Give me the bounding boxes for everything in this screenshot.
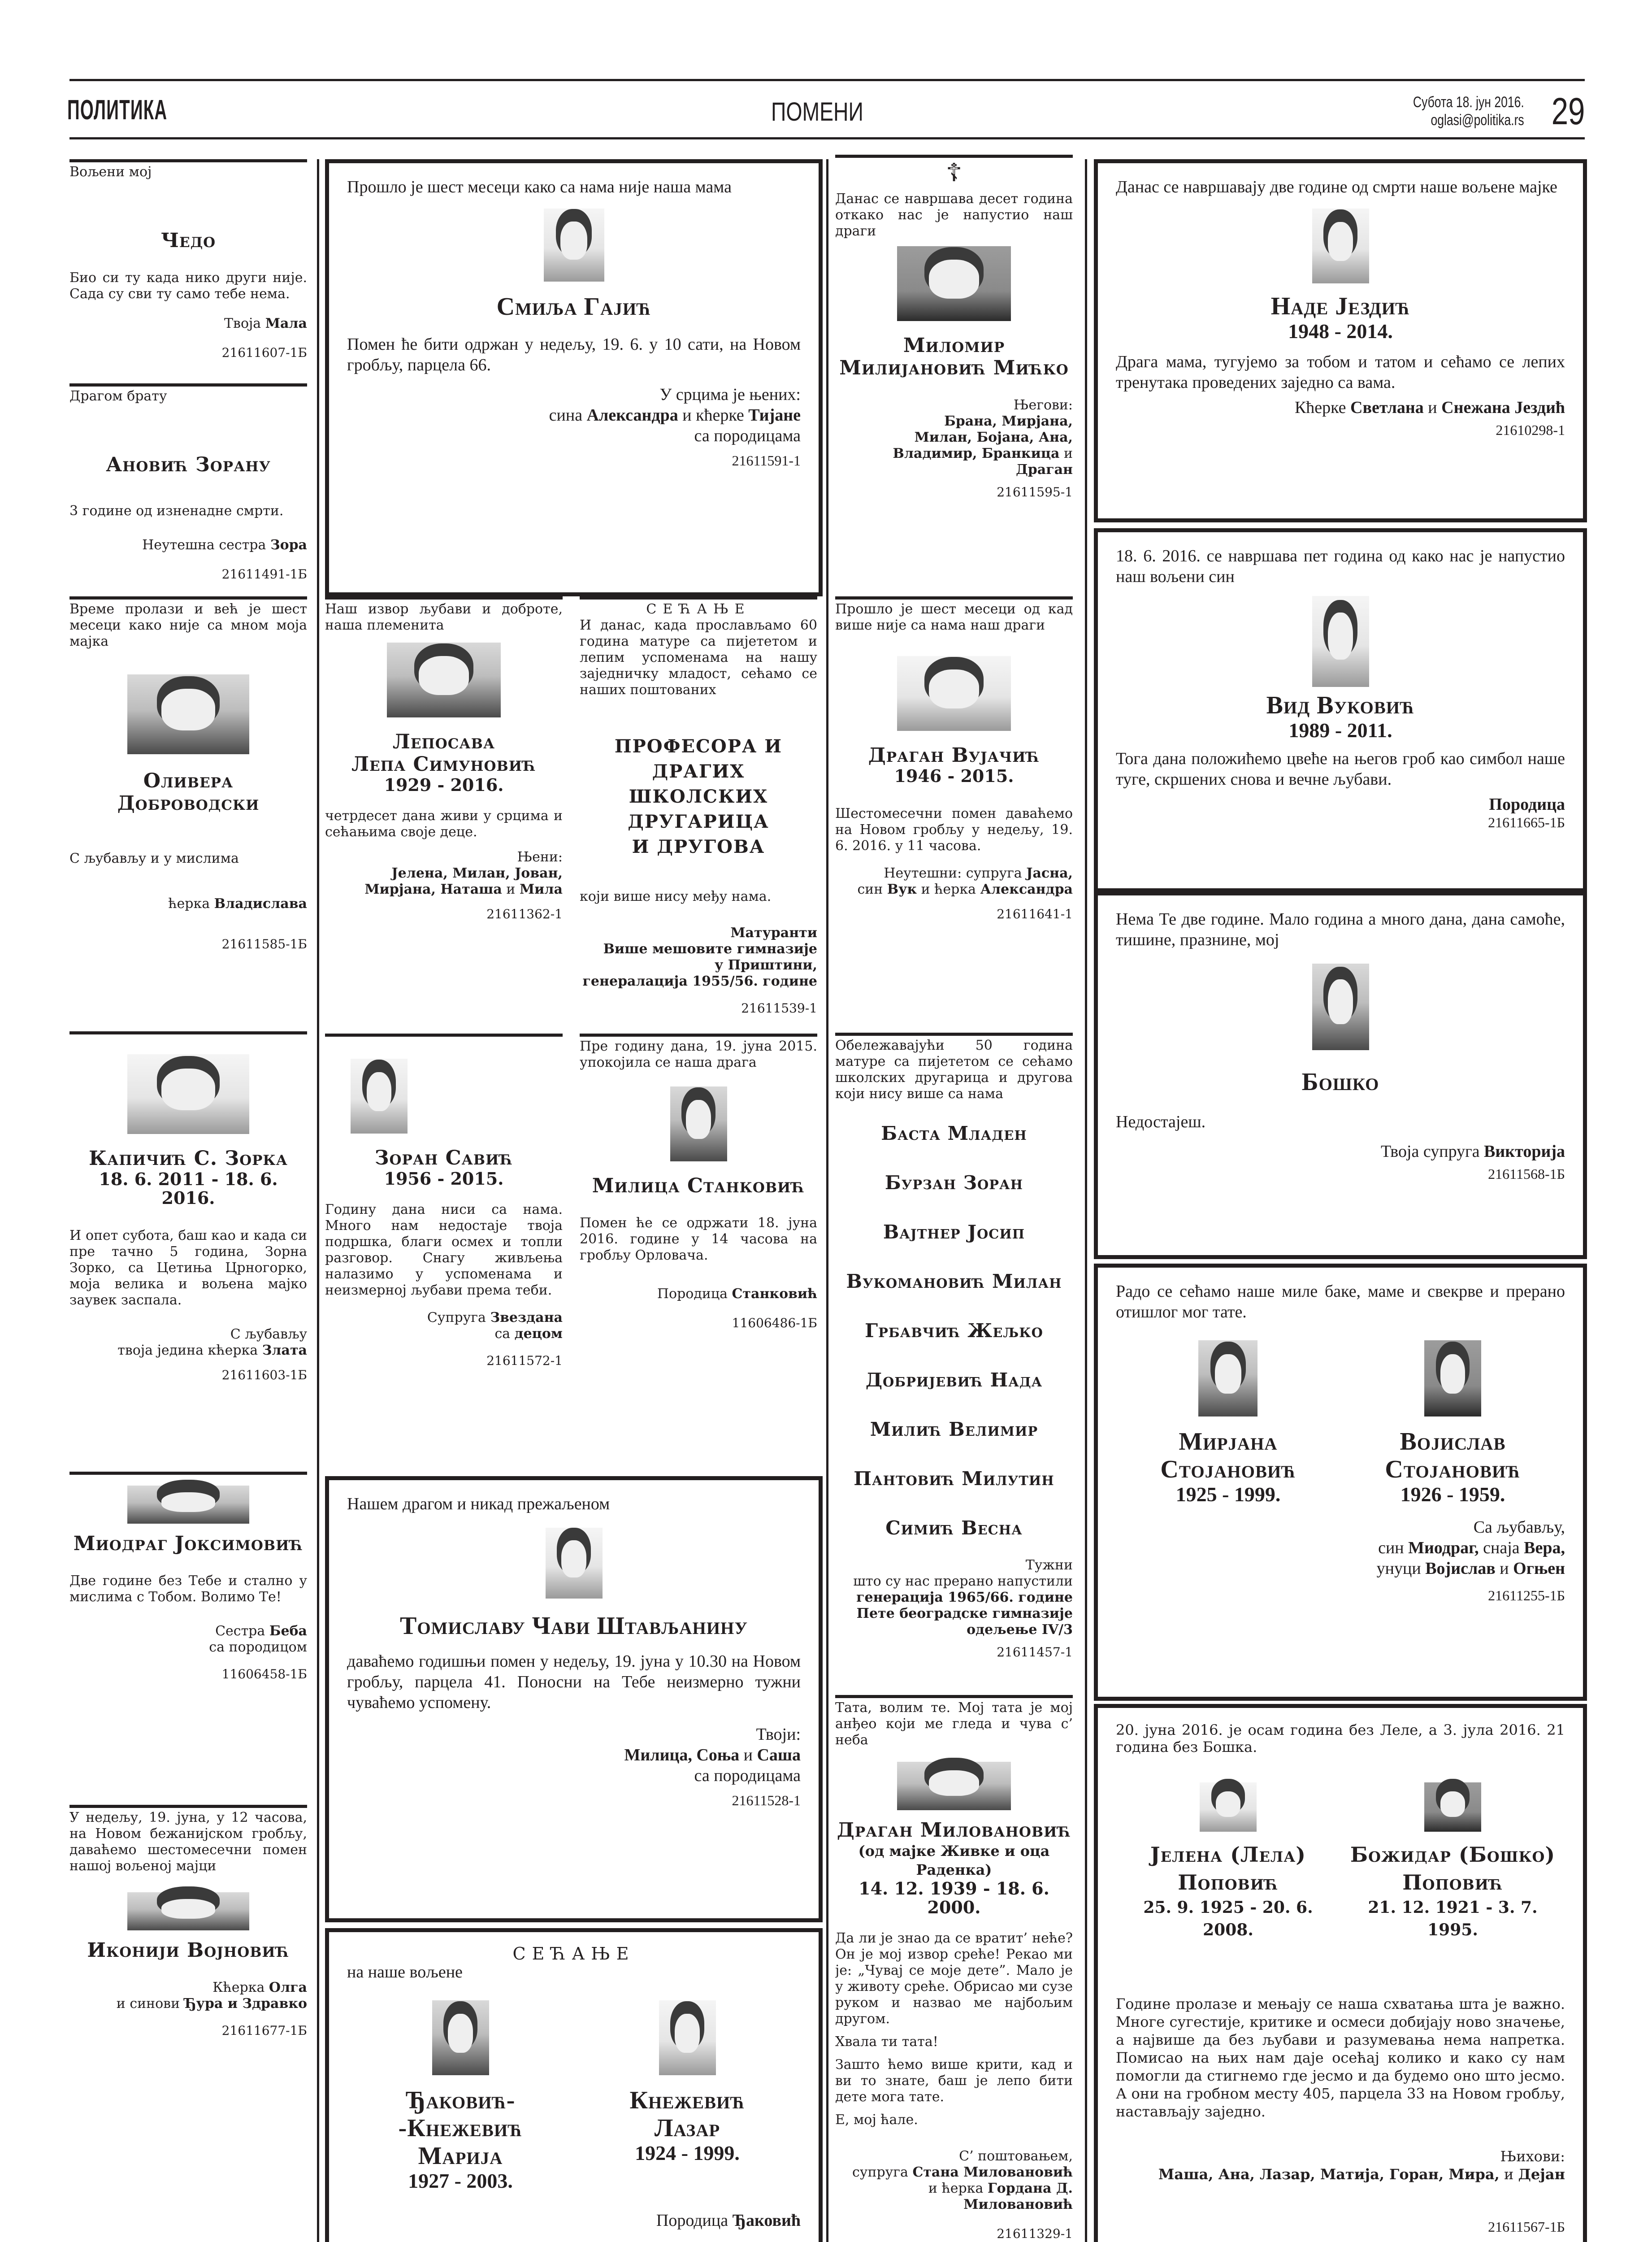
notice-gajic — [325, 159, 823, 596]
person-right — [1345, 1782, 1561, 1941]
notice-intro: Време пролази и већ је шест месеци како није са мном моја мајка — [69, 601, 307, 649]
notice-generation — [835, 1033, 1073, 1696]
deceased-name-line2: Поповић — [1402, 1870, 1503, 1894]
notice-intro: Прошло је шест месеци како са нама није наша мама — [347, 178, 732, 196]
person-right — [1345, 1340, 1561, 1506]
life-dates: 1925 - 1999. — [1175, 1483, 1281, 1506]
life-dates: 1956 - 2015. — [384, 1169, 504, 1189]
ad-code: 21611585-1Б — [221, 937, 307, 952]
classmate-name: Баста Младен — [881, 1122, 1027, 1144]
life-dates: 1926 - 1959. — [1400, 1483, 1505, 1506]
classmate-name: Симић Весна — [885, 1517, 1023, 1539]
page-number: 29 — [1551, 90, 1585, 132]
notice-body: Недостајеш. — [1116, 1112, 1206, 1131]
deceased-name: Драган Миловановић — [837, 1819, 1071, 1842]
deceased-name: Смиља Гајић — [496, 293, 651, 321]
person-left — [1120, 1782, 1336, 1941]
notice-popovic — [1094, 1704, 1587, 2242]
deceased-name-line2: Милијановић Мићко — [839, 356, 1069, 379]
notice-intro: Данас се навршавају две године од смрти наше вољене мајке — [1116, 178, 1557, 196]
orthodox-cross-icon: ☦ — [945, 158, 963, 187]
notice-mickovic — [835, 155, 1073, 596]
ad-code: 21611641-1 — [997, 907, 1073, 921]
deceased-name: Томиславу Чави Штављанину — [400, 1612, 748, 1640]
notice-title-line3: И ДРУГОВА — [632, 836, 765, 857]
notice-body: 3 године од изненадне смрти. — [69, 503, 284, 519]
ad-code: 11606458-1Б — [221, 1667, 307, 1682]
notice-body: Шестомесечни помен даваћемо на Новом гробљу у недељу, 19. 6. 2016. у 11 часова. — [835, 806, 1073, 854]
life-dates: 1989 - 2011. — [1288, 719, 1392, 742]
notice-body: Е, мој ћале. — [835, 2112, 918, 2128]
notice-stojanovic — [1094, 1264, 1587, 1701]
life-dates: 1927 - 2003. — [408, 2169, 513, 2192]
classmate-name: Добријевић Нада — [865, 1369, 1043, 1391]
deceased-name-line3: Марија — [418, 2142, 503, 2170]
portrait-photo — [127, 1486, 249, 1524]
header-rule-top — [69, 79, 1585, 81]
notice-intro: Драгом брату — [69, 388, 167, 404]
deceased-name: Чедо — [160, 229, 216, 252]
notice-joksimovic — [69, 1472, 307, 1806]
notice-signature: Његови: Брана, Мирјана, Милан, Бојана, Ана, Владимир, Бранкица и Драган — [893, 397, 1073, 478]
portrait-photo — [127, 1892, 249, 1930]
deceased-name: Зоран Савић — [374, 1147, 513, 1169]
notice-body: Био си ту када нико други није. Сада су сви ту само тебе нема. — [69, 270, 307, 302]
life-dates: 1948 - 2014. — [1288, 320, 1393, 343]
deceased-name-line2: Стојановић — [1385, 1456, 1521, 1483]
notice-signature: Твоја Мала — [224, 316, 307, 331]
portrait-photo — [897, 1762, 1011, 1810]
ad-code: 21611255-1Б — [1488, 1587, 1565, 1603]
life-dates: 1924 - 1999. — [635, 2142, 740, 2164]
notice-signature: У срцима је њених: сина Александра и кћерке Тијане са породицама — [549, 385, 801, 445]
deceased-name-line1: Кнежевић — [629, 2086, 745, 2114]
classmate-name: Милић Велимир — [870, 1418, 1038, 1440]
notice-signature: ћерка Владислава — [168, 896, 307, 912]
notice-signature: Са љубављу, син Миодраг, снаја Вера, унуци Војислав и Огњен — [1376, 1518, 1565, 1578]
portrait-pair — [1116, 1340, 1565, 1506]
notice-body: Годину дана ниси са нама. Много нам недостаје твоја подршка, благи осмех и топли разговор. Снагу живљења налазимо у успоменама и неизмерној љубави према теби. — [325, 1202, 563, 1298]
header-rule-bottom — [69, 137, 1585, 139]
notice-signature: Кћерке Светлана и Снежана Јездић — [1294, 398, 1565, 417]
portrait-photo — [670, 1086, 727, 1161]
notice-olivera — [69, 596, 307, 1043]
ad-code: 21611572-1 — [486, 1353, 563, 1368]
ad-code: 21611567-1Б — [1488, 2219, 1565, 2235]
notice-intro: 20. јуна 2016. је осам година без Леле, а 3. јула 2016. 21 година без Бошка. — [1116, 1721, 1565, 1755]
notice-title-line2: ШКОЛСКИХ ДРУГАРИЦА — [628, 786, 769, 832]
classmate-name: Вајтнер Јосип — [883, 1221, 1025, 1243]
classmate-name: Пантовић Милутин — [854, 1468, 1054, 1490]
notice-body: Драга мама, тугујемо за тобом и татом и сећамо се лепих тренутака проведених заједно са вама. — [1116, 352, 1565, 392]
notice-signature: Породица Ђаковић — [656, 2211, 801, 2230]
notice-signature: Кћерка Олга и синови Ђура и Здравко — [116, 1980, 307, 2012]
deceased-name-line1: Лепосава — [392, 730, 495, 753]
deceased-name: Милица Станковић — [592, 1174, 805, 1197]
notice-intro: Данас се навршава десет година откако нас је напустио наш драги — [835, 191, 1073, 239]
notice-body: Помен ће бити одржан у недељу, 19. 6. у 10 сати, на Новом гробљу, парцела 66. — [347, 335, 801, 374]
notice-body: И опет субота, баш као и када си пре тачно 5 година, Зорна Зорко, са Цетиња Црногорко, моја велика и вољена мајко заувек заспала. — [69, 1228, 307, 1308]
deceased-name-line2: -Кнежевић — [398, 2114, 523, 2142]
column-divider — [826, 159, 828, 2242]
portrait-pair — [1116, 1782, 1565, 1941]
portrait-photo — [432, 2000, 489, 2075]
notice-vukovic — [1094, 528, 1587, 892]
life-dates: 25. 9. 1925 - 20. 6. 2008. — [1143, 1898, 1313, 1939]
deceased-name: Иконији Војновић — [87, 1939, 290, 1962]
ad-code: 21611528-1 — [732, 1792, 801, 1808]
ad-code: 21611539-1 — [741, 1001, 817, 1016]
notice-signature: Њихови: Маша, Ана, Лазар, Матија, Горан, Мира, и Дејан — [1158, 2148, 1565, 2183]
notice-milovanovic — [835, 1695, 1073, 2242]
life-dates: 18. 6. 2011 - 18. 6. 2016. — [99, 1169, 278, 1208]
notice-djakovic — [325, 1928, 823, 2242]
portrait-photo — [897, 656, 1011, 731]
deceased-name-line1: Јелена (Лела) — [1150, 1842, 1306, 1867]
portrait-photo — [1200, 1782, 1257, 1832]
deceased-name-line2: Стојановић — [1160, 1456, 1296, 1483]
ad-code: 21611329-1 — [997, 2226, 1073, 2241]
portrait-photo — [1424, 1782, 1481, 1832]
notice-signature: Супруга Звездана са децом — [427, 1310, 563, 1342]
newspaper-logo: ПОЛИТИКА — [67, 95, 168, 126]
ad-code: 21611677-1Б — [221, 2023, 307, 2038]
notice-signature: Сестра Беба са породицом — [209, 1623, 307, 1655]
notice-signature: С љубављу твоја једина кћерка Злата — [117, 1326, 307, 1358]
notice-body: даваћемо годишњи помен у недељу, 19. јуна у 10.30 на Новом гробљу, парцела 41. Поносни на Тебе неизмерно тужни чуваћемо успомену. — [347, 1652, 801, 1712]
ad-code: 21611665-1Б — [1488, 814, 1565, 830]
date-block — [1413, 93, 1524, 129]
notice-simunovic — [325, 596, 563, 1034]
deceased-name: Бошко — [1301, 1068, 1379, 1096]
ad-code: 21611491-1Б — [221, 567, 307, 582]
deceased-name: Миодраг Јоксимовић — [73, 1532, 304, 1555]
ad-code: 21610298-1 — [1496, 422, 1565, 438]
person-left — [351, 2000, 569, 2192]
portrait-photo — [387, 643, 501, 717]
deceased-name-line2: Лепа Симуновић — [351, 753, 536, 776]
person-left — [1120, 1340, 1336, 1506]
notice-intro: Вољени мој — [69, 164, 152, 180]
notice-body: четрдесет дана живи у срцима и сећањима своје деце. — [325, 808, 563, 840]
ad-code: 21611603-1Б — [221, 1368, 307, 1382]
notice-body: Зашто ћемо више крити, кад и ви то знате, баш је лепо бити дете мога тате. — [835, 2057, 1073, 2105]
portrait-photo — [897, 246, 1011, 321]
deceased-name: Капичић С. Зорка — [89, 1147, 288, 1170]
life-dates: 14. 12. 1939 - 18. 6. 2000. — [859, 1878, 1049, 1917]
notice-vojnovic — [69, 1805, 307, 2164]
notice-intro: Нема Те две године. Мало година а много дана, дана самоће, тишине, празнине, мој — [1116, 910, 1565, 949]
notice-body: Године пролазе и мењају се наша схватања шта је важно. Многе сугестије, критике и осмеси добијају ново значење, а највише да без љубави и разумевања нема напретка. Помисао на њих нам даје осећај колико и како су нам помогли да стигнемо где јесмо и да будемо оно што јесмо. А они на гробном месту 405, парцела 33 на Новом гробљу, настављају заједно. — [1116, 1995, 1565, 2120]
classmate-name: Бурзан Зоран — [885, 1172, 1023, 1194]
ad-code: 21611591-1 — [732, 452, 801, 469]
notice-signature: С’ поштовањем, супруга Стана Миловановић и ћерка Гордана Д. Миловановић — [852, 2148, 1073, 2212]
ad-code: 21611568-1Б — [1488, 1166, 1565, 1182]
notice-intro: 18. 6. 2016. се навршава пет година од како нас је напустио наш вољени син — [1116, 547, 1565, 586]
deceased-name: Вид Вуковић — [1266, 691, 1415, 719]
section-title: ПОМЕНИ — [771, 97, 863, 126]
ad-code: 21611457-1 — [997, 1645, 1073, 1660]
notice-chedo — [69, 159, 307, 383]
notice-title-line1: ПРОФЕСОРА И ДРАГИХ — [614, 736, 783, 782]
notice-intro: Нашем драгом и никад прежаљеном — [347, 1495, 610, 1513]
ad-code: 11606486-1Б — [732, 1316, 817, 1330]
ad-code: 21611362-1 — [486, 907, 563, 921]
notice-header: СЕЋАЊЕ — [512, 1944, 635, 1964]
deceased-name-line2: Доброводски — [117, 792, 260, 815]
notice-signature: Породица — [1489, 795, 1565, 814]
deceased-name: Ановић Зорану — [106, 453, 271, 476]
ad-code: 21611595-1 — [997, 485, 1073, 500]
deceased-name-line2: Лазар — [654, 2114, 720, 2142]
notice-stankovic — [580, 1034, 817, 1473]
notice-body: Да ли је знао да се вратит’ неће? Он је мој извор среће! Рекао ми је: „Чувај се моје дете”. Мало је у животу среће. Обрисао ми сузе руком и назвао ме најбољим другом. — [835, 1930, 1073, 2027]
notice-bosko — [1094, 891, 1587, 1259]
notice-signature: Твоји: Милица, Соња и Саша са породицама — [624, 1725, 801, 1785]
life-dates: 21. 12. 1921 - 3. 7. 1995. — [1368, 1898, 1538, 1939]
deceased-name-line1: Мирјана — [1179, 1428, 1278, 1456]
notice-savic — [325, 1034, 563, 1473]
notice-signature: Неутешна сестра Зора — [142, 537, 307, 553]
portrait-photo — [351, 1059, 408, 1134]
notice-jezdic — [1094, 159, 1587, 522]
portrait-photo — [546, 1528, 603, 1599]
notice-intro: Тата, волим те. Мој тата је мој анђео који ме гледа и чува с’ неба — [835, 1700, 1073, 1748]
deceased-name: Драган Вујачић — [868, 744, 1040, 767]
classmate-name: Вукомановић Милан — [846, 1270, 1062, 1292]
notice-signature: Неутешни: супруга Јасна, син Вук и ћерка Александра — [857, 865, 1073, 897]
notice-body: Помен ће се одржати 18. јуна 2016. године у 14 часова на гробљу Орловача. — [580, 1215, 817, 1263]
notice-body: Две године без Тебе и стално у мислима с Тобом. Волимо Те! — [69, 1573, 307, 1605]
column-divider — [1085, 159, 1087, 2242]
portrait-photo — [1424, 1340, 1481, 1416]
portrait-photo — [1312, 964, 1369, 1050]
deceased-name-line1: Божидар (Бошко) — [1350, 1842, 1556, 1867]
notice-maturanti — [580, 596, 817, 1034]
classmate-name: Грбавчић Жељко — [865, 1320, 1043, 1342]
deceased-name: Наде Јездић — [1270, 292, 1410, 320]
notice-intro: И данас, када прослављамо 60 година матуре са пијететом и лепим успоменама на нашу заједничку младост, сећамо се наших поштованих — [580, 617, 817, 698]
notice-body: С љубављу и у мислима — [69, 851, 239, 866]
deceased-name-line1: Миломир — [903, 334, 1005, 357]
portrait-photo — [127, 1054, 249, 1134]
notice-intro: на наше вољене — [347, 1963, 463, 1981]
notice-vujacic — [835, 596, 1073, 1034]
portrait-photo — [1312, 209, 1369, 283]
column-divider — [317, 159, 319, 2242]
notice-intro: Обележавајући 50 година матуре са пијететом се сећамо школских другарица и другова који нису више са нама — [835, 1038, 1073, 1102]
notice-signature: Матуранти Више мешовите гимназије у Приштини, генералација 1955/56. године — [582, 925, 817, 989]
deceased-name-line1: Војислав — [1400, 1428, 1506, 1456]
notice-body: Тога дана положићемо цвеће на његов гроб као симбол наше туге, скршених снова и вечне љубави. — [1116, 749, 1565, 789]
notice-body: Хвала ти тата! — [835, 2034, 938, 2050]
deceased-name-line1: Оливера — [143, 769, 234, 792]
deceased-name-line1: Ђаковић- — [405, 2086, 516, 2114]
notice-intro: Прошло је шест месеци од кад више није са нама наш драги — [835, 601, 1073, 633]
portrait-pair — [347, 2000, 801, 2192]
ad-code: 21611607-1Б — [221, 345, 307, 360]
notice-intro: Радо се сећамо наше миле баке, маме и свекрве и прерано отишлог мог тате. — [1116, 1282, 1565, 1321]
life-dates: 1946 - 2015. — [894, 766, 1014, 786]
issue-date: Субота 18. јун 2016. — [1413, 94, 1524, 111]
notice-signature: Њени: Јелена, Милан, Јован, Мирјана, Наташа и Мила — [364, 849, 563, 897]
portrait-photo — [1198, 1340, 1257, 1416]
notice-signature: Породица Станковић — [657, 1286, 817, 1302]
notice-intro: Пре годину дана, 19. јуна 2015. упокојила се наша драга — [580, 1038, 817, 1070]
notice-signature: Твоја супруга Викторија — [1380, 1142, 1565, 1161]
deceased-name-line2: Поповић — [1178, 1870, 1279, 1894]
notice-stavljanin — [325, 1476, 823, 1922]
person-right — [578, 2000, 796, 2192]
notice-anovic — [69, 383, 307, 594]
portrait-photo — [544, 209, 604, 282]
notice-intro: Наш извор љубави и доброте, наша племенита — [325, 601, 563, 633]
life-dates: 1929 - 2016. — [384, 775, 504, 795]
portrait-photo — [1312, 596, 1369, 687]
notice-body: који више нису међу нама. — [580, 889, 772, 904]
portrait-photo — [659, 2000, 716, 2075]
notice-header: СЕЋАЊЕ — [646, 601, 751, 617]
notice-intro: У недељу, 19. јуна, у 12 часова, на Новом бежанијском гробљу, даваћемо шестомесечни помен нашој вољеној мајци — [69, 1810, 307, 1874]
notice-kapicic — [69, 1031, 307, 1473]
notice-signature: Тужни што су нас прерано напустили генерација 1965/66. године Пете београдске гимназије одељење IV/3 — [853, 1557, 1073, 1638]
portrait-photo — [127, 674, 249, 754]
parents-subtitle: (од мајке Живке и оца Раденка) — [858, 1842, 1050, 1878]
contact-email[interactable]: oglasi@politika.rs — [1431, 112, 1524, 129]
